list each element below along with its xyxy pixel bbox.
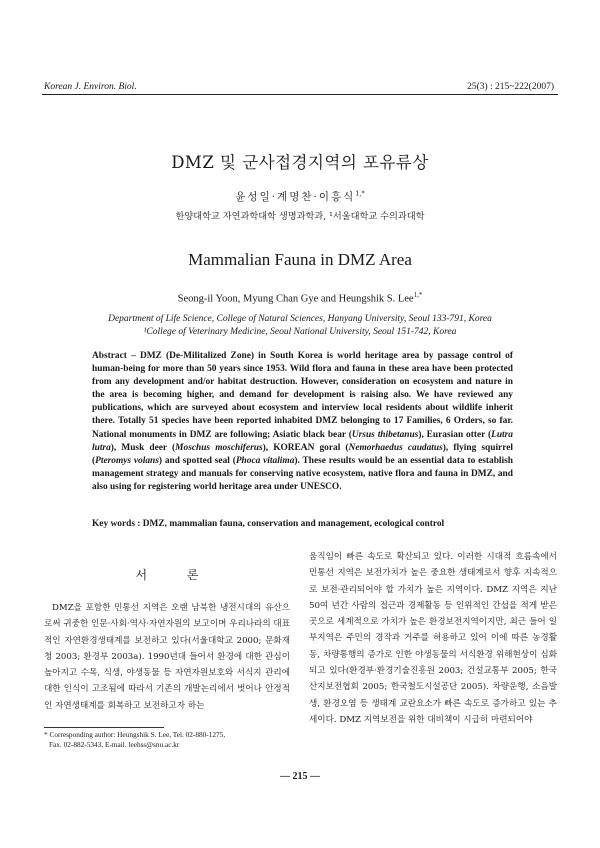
abstract-label: Abstract <box>92 351 127 361</box>
title-korean: DMZ 및 군사접경지역의 포유류상 <box>171 153 429 172</box>
abstract-text-4: ), KOREAN goral ( <box>262 442 349 453</box>
volume-pages: 25(3) : 215~222(2007) <box>467 82 554 92</box>
right-column <box>309 549 557 728</box>
footnote-rule <box>44 727 164 728</box>
title-english: Mammalian Fauna in DMZ Area <box>188 250 412 269</box>
abstract-text-3: ), Musk deer ( <box>110 442 176 453</box>
species-2: Lutra lutra <box>92 429 513 453</box>
affiliation-korean: 한양대학교 자연과학대학 생명과학과, ¹서울대학교 수의과대학 <box>175 211 425 222</box>
affiliation-english-1: Department of Life Science, College of Natural Sciences, Hanyang University, Seoul 133-791, Korea <box>108 314 492 324</box>
species-5: Pteromys volans <box>95 455 159 466</box>
keywords: Key words : DMZ, mammalian fauna, conservation and management, ecological control <box>92 519 445 529</box>
section-heading-introduction: 서 론 <box>135 568 217 582</box>
authors-korean-names: 윤성일·계명찬·이흥식 <box>235 191 356 203</box>
authors-korean-marks: 1,* <box>355 189 365 198</box>
journal-name: Korean J. Environ. Biol. <box>44 82 137 92</box>
species-1: Ursus thibetanus <box>351 429 419 440</box>
abstract-text-6: ) and spotted seal ( <box>158 455 236 466</box>
species-4: Nemorhaedus caudatus <box>348 442 443 453</box>
header-rule <box>42 94 558 95</box>
abstract-text-2: ), Eurasian otter ( <box>418 429 492 440</box>
abstract: Abstract – DMZ (De-Militalized Zone) in South Korea is world heritage area by passage control of human-being for more than 50 years since 1953. Wild flora and fauna in these area have been protected from any development and/or habitat destruction. However, consideration on ecosystem and nature in the area is becoming higher, and demand for development is raising also. We have reviewed any publications, which are surveyed about ecosystem and interview local residents about wildlife inherit there. Totally 51 species have been reported inhabited DMZ belonging to 17 Families, 6 Orders, so far. National monuments in DMZ are following; Asiatic black bear (Ursus thibetanus), Eurasian otter (Lutra lutra), Musk deer (Moschus moschiferus), KOREAN goral (Nemorhaedus caudatus), flying squirrel (Pteromys volans) and spotted seal (Phoca vitalima). These results would be an essential data to establish management strategy and manuals for conserving native ecosystem, native flora and fauna in DMZ, and also using for registering world heritage area under UNESCO. <box>92 351 513 492</box>
footnote-line-2: Fax. 02-882-5343, E-mail. leehss@snu.ac.kr <box>49 740 180 749</box>
left-column <box>44 550 290 714</box>
authors-korean <box>0 189 600 204</box>
species-6: Phoca vitalima <box>235 455 295 466</box>
authors-english-names: Seong-il Yoon, Myung Chan Gye and Heungshik S. Lee <box>177 293 414 305</box>
authors-english <box>0 291 600 305</box>
left-body-text: DMZ을 포함한 민통선 지역은 오랜 남북한 냉전시대의 유산으로써 귀중한 인문·사회·역사·자연자원의 보고이며 우리나라의 대표적인 자연환경생태계를 보전하고 있다(서울대학교 2000; 문화재청 2003; 환경부 2003a). 1990년대 들어서 환경에 대한 관심이 높아지고 수목, 식생, 야생동물 등 자연자원보호와 서식지 관리에 대한 인식이 고조됨에 따라서 기존의 개발논리에서 벗어나 안정적인 자연생태계를 회복하고 보전하고자 하는 <box>44 603 290 711</box>
affiliation-english <box>0 313 600 339</box>
page-number: — 215 — <box>280 771 320 782</box>
right-body-text: 움직임이 빠른 속도로 확산되고 있다. 이러한 시대적 흐름속에서 민통선 지역은 보전가치가 높은 중요한 생태계로서 향후 지속적으로 보전·관리되어야 할 가치가 높은 지역이다. DMZ 지역은 지난 50여 년간 사람의 접근과 경제활동 등 인위적인 간섭을 적게 받은 곳으로 세계적으로 가치가 높은 환경보전지역이지만, 최근 들어 일부지역은 주민의 경작과 거주를 허용하고 있어 이에 따른 농경활동, 차량통행의 증가로 인한 야생동물의 서식환경 위해현상이 심화되고 있다(환경부·환경기술진흥원 2003; 건설교통부 2005; 한국산지보전협회 2005; 한국철도시설공단 2005). 차량운행, 소음발생, 환경오염 등 생태계 교란요소가 빠른 속도로 증가하고 있는 추세이다. DMZ 지역보전을 위한 대비책이 시급히 마련되어야 <box>309 552 557 725</box>
abstract-text-1: DMZ (De-Militalized Zone) in South Korea is world heritage area by passage control of human-being for more than 50 years since 1953. Wild flora and fauna in these area have been protected from any development and/or habitat destruction. However, consideration on ecosystem and nature in the area is becoming higher, and demand for development is raising also. We have reviewed any publications, which are surveyed about ecosystem and interview local residents about wildlife inherit there. Totally 51 species have been reported inhabited DMZ belonging to 17 Families, 6 Orders, so far. National monuments in DMZ are following; Asiatic black bear ( <box>92 351 513 440</box>
footnote <box>44 730 294 750</box>
footnote-line-1: * Corresponding author: Heungshik S. Lee, Tel. 02-880-1275, <box>44 730 226 739</box>
abstract-text-5: ), flying squirrel ( <box>92 442 513 466</box>
species-3: Moschus moschiferus <box>175 442 263 453</box>
abstract-text-7: ). These results would be an essential data to establish management strategy and manuals for conserving native ecosystem, native flora and fauna in DMZ, and also using for registering world heritage area under UNESCO. <box>92 455 513 492</box>
affiliation-english-2: ¹College of Veterinary Medicine, Seoul National University, Seoul 151-742, Korea <box>143 327 457 337</box>
authors-english-marks: 1,* <box>413 291 423 299</box>
